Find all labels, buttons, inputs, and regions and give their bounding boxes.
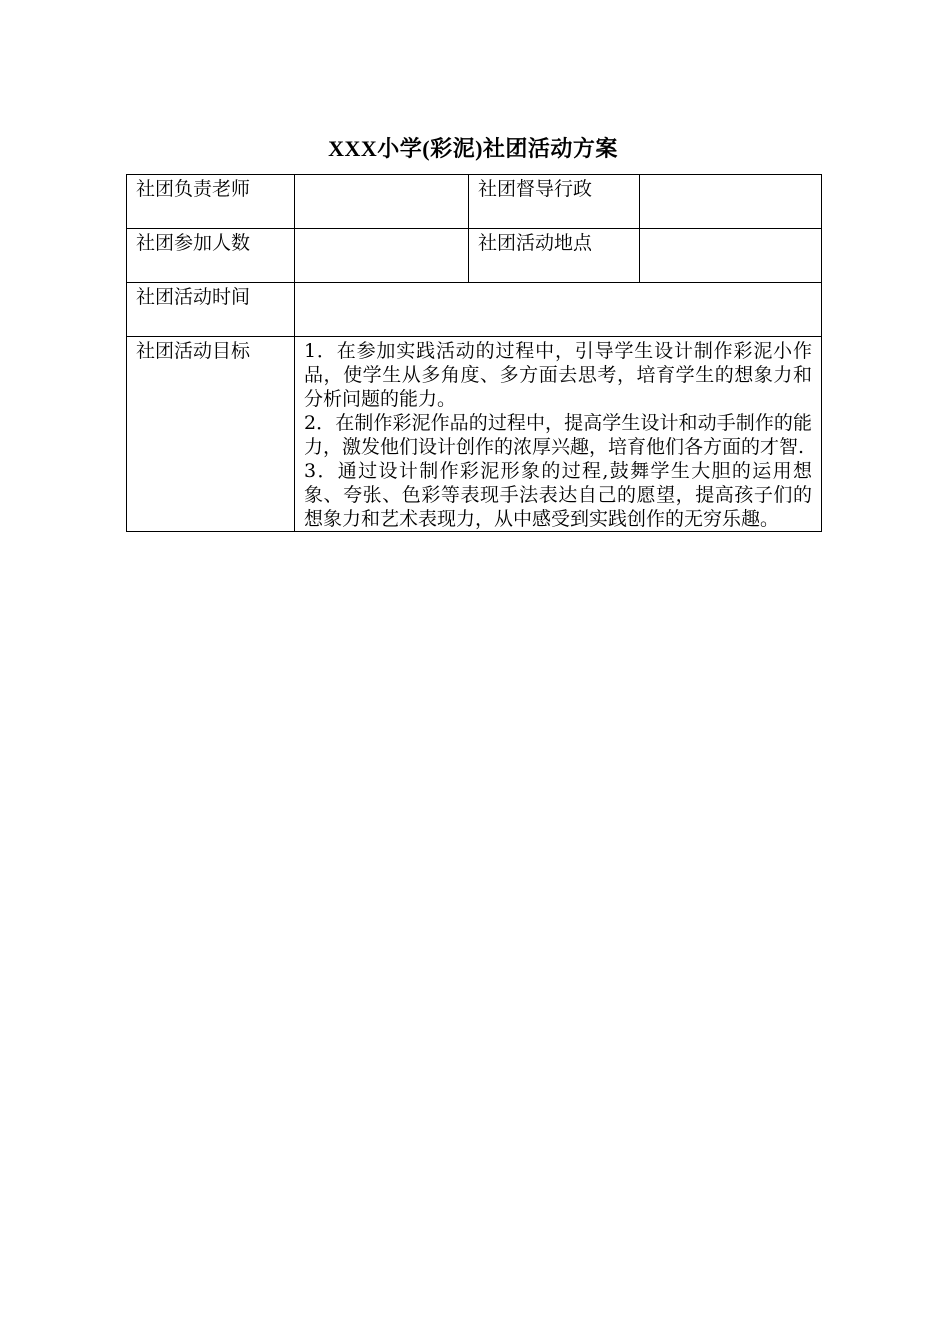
table-row <box>127 337 822 532</box>
teacher-label: 社团负责老师 <box>127 175 295 229</box>
time-value <box>295 283 822 337</box>
location-value <box>640 229 822 283</box>
goal-item-2: 2．在制作彩泥作品的过程中，提高学生设计和动手制作的能力，激发他们设计创作的浓厚兴趣，培育他们各方面的才智. <box>304 412 812 458</box>
goal-item-1: 1．在参加实践活动的过程中，引导学生设计制作彩泥小作品，使学生从多角度、多方面去思考，培育学生的想象力和分析问题的能力。 <box>304 340 812 410</box>
table-row <box>127 283 822 337</box>
page-title: XXX小学(彩泥)社团活动方案 <box>328 136 618 161</box>
club-plan-table <box>126 174 822 532</box>
supervisor-label: 社团督导行政 <box>469 175 640 229</box>
table-row <box>127 229 822 283</box>
time-label: 社团活动时间 <box>127 283 295 337</box>
members-label: 社团参加人数 <box>127 229 295 283</box>
goals-label: 社团活动目标 <box>127 337 295 532</box>
supervisor-value <box>640 175 822 229</box>
goal-item-3: 3．通过设计制作彩泥形象的过程,鼓舞学生大胆的运用想象、夸张、色彩等表现手法表达自己的愿望，提高孩子们的想象力和艺术表现力，从中感受到实践创作的无穷乐趣。 <box>304 460 812 530</box>
goals-content <box>295 337 822 532</box>
location-label: 社团活动地点 <box>469 229 640 283</box>
table-row <box>127 175 822 229</box>
teacher-value <box>295 175 469 229</box>
members-value <box>295 229 469 283</box>
